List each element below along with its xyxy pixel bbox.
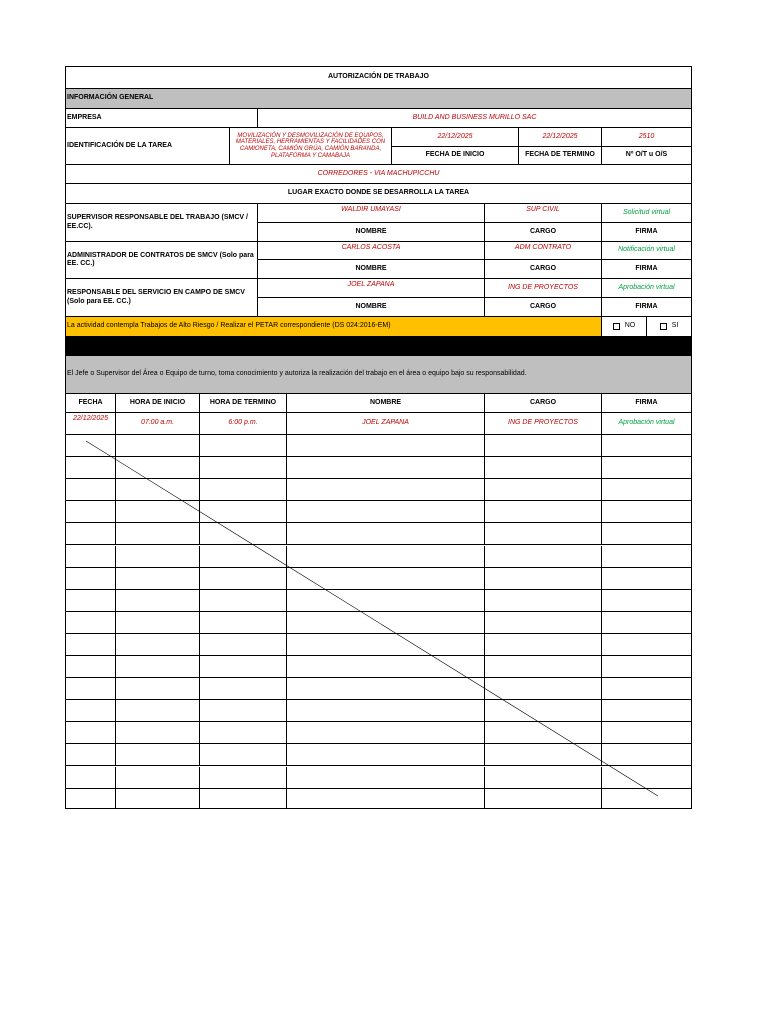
supervisor-name: WALDIR UMAYASI [258,204,485,223]
log-empty-cell [200,479,287,501]
field-responsible-label: RESPONSABLE DEL SERVICIO EN CAMPO DE SMCV (Solo para EE. CC.) [66,279,258,317]
log-empty-cell [602,457,692,479]
cargo-label: CARGO [485,223,602,242]
log-empty-cell [287,612,485,634]
field-responsible-name: JOEL ZAPANA [258,279,485,298]
log-empty-cell [287,479,485,501]
log-empty-cell [66,590,116,612]
risk-si-label: SI [671,322,679,330]
log-empty-cell [66,435,116,457]
supervisor-firma: Solicitud virtual [602,204,692,223]
log-empty-cell [66,722,116,744]
log-empty-cell [602,568,692,590]
risk-si-option[interactable] [647,317,692,337]
log-empty-cell [602,590,692,612]
log-empty-cell [200,568,287,590]
log-empty-cell [66,744,116,766]
log-empty-cell [602,612,692,634]
log-empty-cell [287,722,485,744]
log-empty-cell [287,568,485,590]
log-empty-cell [66,656,116,678]
log-empty-cell [116,523,200,545]
log-empty-cell [116,546,200,568]
log-empty-cell [602,722,692,744]
log-empty-cell [287,767,485,789]
log-empty-cell [485,700,602,722]
log-empty-cell [287,546,485,568]
log-empty-cell [66,789,116,809]
log-header-nombre: NOMBRE [287,394,485,413]
log-empty-cell [66,767,116,789]
risk-no-label: NO [624,322,636,330]
supervisor-cargo: SUP CIVIL [485,204,602,223]
log-empty-cell [200,767,287,789]
log-empty-cell [200,722,287,744]
log-empty-cell [485,656,602,678]
log-empty-cell [485,523,602,545]
log-empty-cell [200,656,287,678]
form-title: AUTORIZACIÓN DE TRABAJO [66,67,692,89]
log-empty-cell [485,568,602,590]
log-empty-cell [200,435,287,457]
end-date-label: FECHA DE TERMINO [519,147,602,165]
task-id-label: IDENTIFICACIÓN DE LA TAREA [66,128,230,165]
work-authorization-form [65,66,692,809]
firma-label: FIRMA [602,223,692,242]
high-risk-notice: La actividad contempla Trabajos de Alto Riesgo / Realizar el PETAR correspondiente (DS 024:2016-EM) [66,317,602,337]
log-empty-cell [116,767,200,789]
log-empty-cell [485,634,602,656]
log-empty-cell [66,612,116,634]
log-empty-cell [287,435,485,457]
log-empty-cell [200,546,287,568]
log-empty-cell [287,656,485,678]
log-empty-cell [66,457,116,479]
log-empty-cell [485,435,602,457]
log-empty-cell [200,700,287,722]
log-empty-cell [66,568,116,590]
log-empty-cell [287,744,485,766]
supervisor-label: SUPERVISOR RESPONSABLE DEL TRABAJO (SMCV / EE.CC). [66,204,258,242]
log-empty-cell [602,700,692,722]
log-termino: 6:00 p.m. [200,413,287,435]
log-empty-cell [602,656,692,678]
log-header-cargo: CARGO [485,394,602,413]
log-empty-cell [116,722,200,744]
log-empty-cell [602,789,692,809]
log-empty-cell [602,435,692,457]
firma-label: FIRMA [602,298,692,317]
log-header-fecha: FECHA [66,394,116,413]
log-inicio: 07:00 a.m. [116,413,200,435]
si-checkbox-icon[interactable] [660,323,667,330]
task-start-date: 22/12/2025 [392,128,519,147]
empresa-value: BUILD AND BUSINESS MURILLO SAC [258,109,692,128]
log-empty-cell [602,501,692,523]
nombre-label: NOMBRE [258,260,485,279]
log-fecha: 22/12/2025 [66,413,116,435]
firma-label: FIRMA [602,260,692,279]
log-empty-cell [485,457,602,479]
location-label: LUGAR EXACTO DONDE SE DESARROLLA LA TAREA [66,184,692,204]
log-empty-cell [287,523,485,545]
section-divider-bar [66,337,692,356]
admin-firma: Notificación virtual [602,242,692,260]
general-info-header: INFORMACIÓN GENERAL [66,89,692,109]
log-empty-cell [116,744,200,766]
location-value: CORREDORES - VIA MACHUPICCHU [66,165,692,184]
log-empty-cell [116,656,200,678]
log-empty-cell [200,634,287,656]
log-empty-cell [116,789,200,809]
log-empty-cell [485,744,602,766]
field-responsible-cargo: ING DE PROYECTOS [485,279,602,298]
log-empty-cell [602,523,692,545]
log-empty-cell [200,457,287,479]
log-empty-cell [66,678,116,700]
log-nombre: JOEL ZAPANA [287,413,485,435]
log-empty-cell [200,501,287,523]
log-empty-cell [116,435,200,457]
log-empty-cell [116,612,200,634]
start-date-label: FECHA DE INICIO [392,147,519,165]
log-empty-cell [485,612,602,634]
log-empty-cell [116,634,200,656]
log-empty-cell [485,767,602,789]
log-empty-cell [485,479,602,501]
log-empty-cell [602,744,692,766]
log-empty-cell [116,479,200,501]
log-empty-cell [200,789,287,809]
log-empty-cell [116,678,200,700]
nombre-label: NOMBRE [258,223,485,242]
log-empty-cell [116,700,200,722]
log-empty-cell [602,678,692,700]
log-empty-cell [485,546,602,568]
authorization-statement: El Jefe o Supervisor del Área o Equipo de turno, toma conocimiento y autoriza la realización del trabajo en el área o equipo bajo su responsabilidad. [66,356,692,394]
log-empty-cell [116,568,200,590]
log-empty-cell [602,479,692,501]
log-empty-cell [287,457,485,479]
cargo-label: CARGO [485,298,602,317]
log-header-inicio: HORA DE INICIO [116,394,200,413]
log-empty-cell [287,634,485,656]
log-header-termino: HORA DE TERMINO [200,394,287,413]
log-header-firma: FIRMA [602,394,692,413]
admin-cargo: ADM CONTRATO [485,242,602,260]
cargo-label: CARGO [485,260,602,279]
log-empty-cell [200,612,287,634]
log-empty-cell [602,634,692,656]
log-empty-cell [66,523,116,545]
log-empty-cell [485,501,602,523]
field-responsible-firma: Aprobación virtual [602,279,692,298]
log-empty-cell [116,590,200,612]
log-empty-cell [485,678,602,700]
log-empty-cell [200,744,287,766]
admin-label: ADMINISTRADOR DE CONTRATOS DE SMCV (Solo para EE. CC.) [66,242,258,279]
log-empty-cell [287,590,485,612]
no-checkbox-icon[interactable] [613,323,620,330]
empresa-label: EMPRESA [66,109,258,128]
log-empty-cell [66,634,116,656]
log-empty-cell [485,722,602,744]
log-empty-cell [485,590,602,612]
log-empty-cell [287,678,485,700]
log-empty-cell [66,700,116,722]
risk-no-option[interactable] [602,317,647,337]
log-empty-cell [200,678,287,700]
task-ot-number: 2510 [602,128,692,147]
admin-name: CARLOS ACOSTA [258,242,485,260]
log-empty-cell [66,479,116,501]
log-empty-cell [116,457,200,479]
log-empty-cell [287,700,485,722]
log-empty-cell [602,767,692,789]
task-end-date: 22/12/2025 [519,128,602,147]
log-empty-cell [485,789,602,809]
log-empty-cell [287,789,485,809]
log-empty-cell [66,501,116,523]
nombre-label: NOMBRE [258,298,485,317]
log-empty-cell [200,523,287,545]
ot-label: Nº O/T u O/S [602,147,692,165]
log-firma: Aprobación virtual [602,413,692,435]
log-empty-cell [287,501,485,523]
log-cargo: ING DE PROYECTOS [485,413,602,435]
log-empty-cell [200,590,287,612]
log-empty-cell [66,546,116,568]
log-empty-cell [602,546,692,568]
log-empty-cell [116,501,200,523]
task-description: MOVILIZACIÓN Y DESMOVILIZACIÓN DE EQUIPOS, MATERIALES, HERRAMIENTAS Y FACILIDADES CON CAMIONETA, CAMIÓN GRÚA, CAMIÓN BARANDA, PLATAFORMA Y CAMABAJA [230,128,392,165]
